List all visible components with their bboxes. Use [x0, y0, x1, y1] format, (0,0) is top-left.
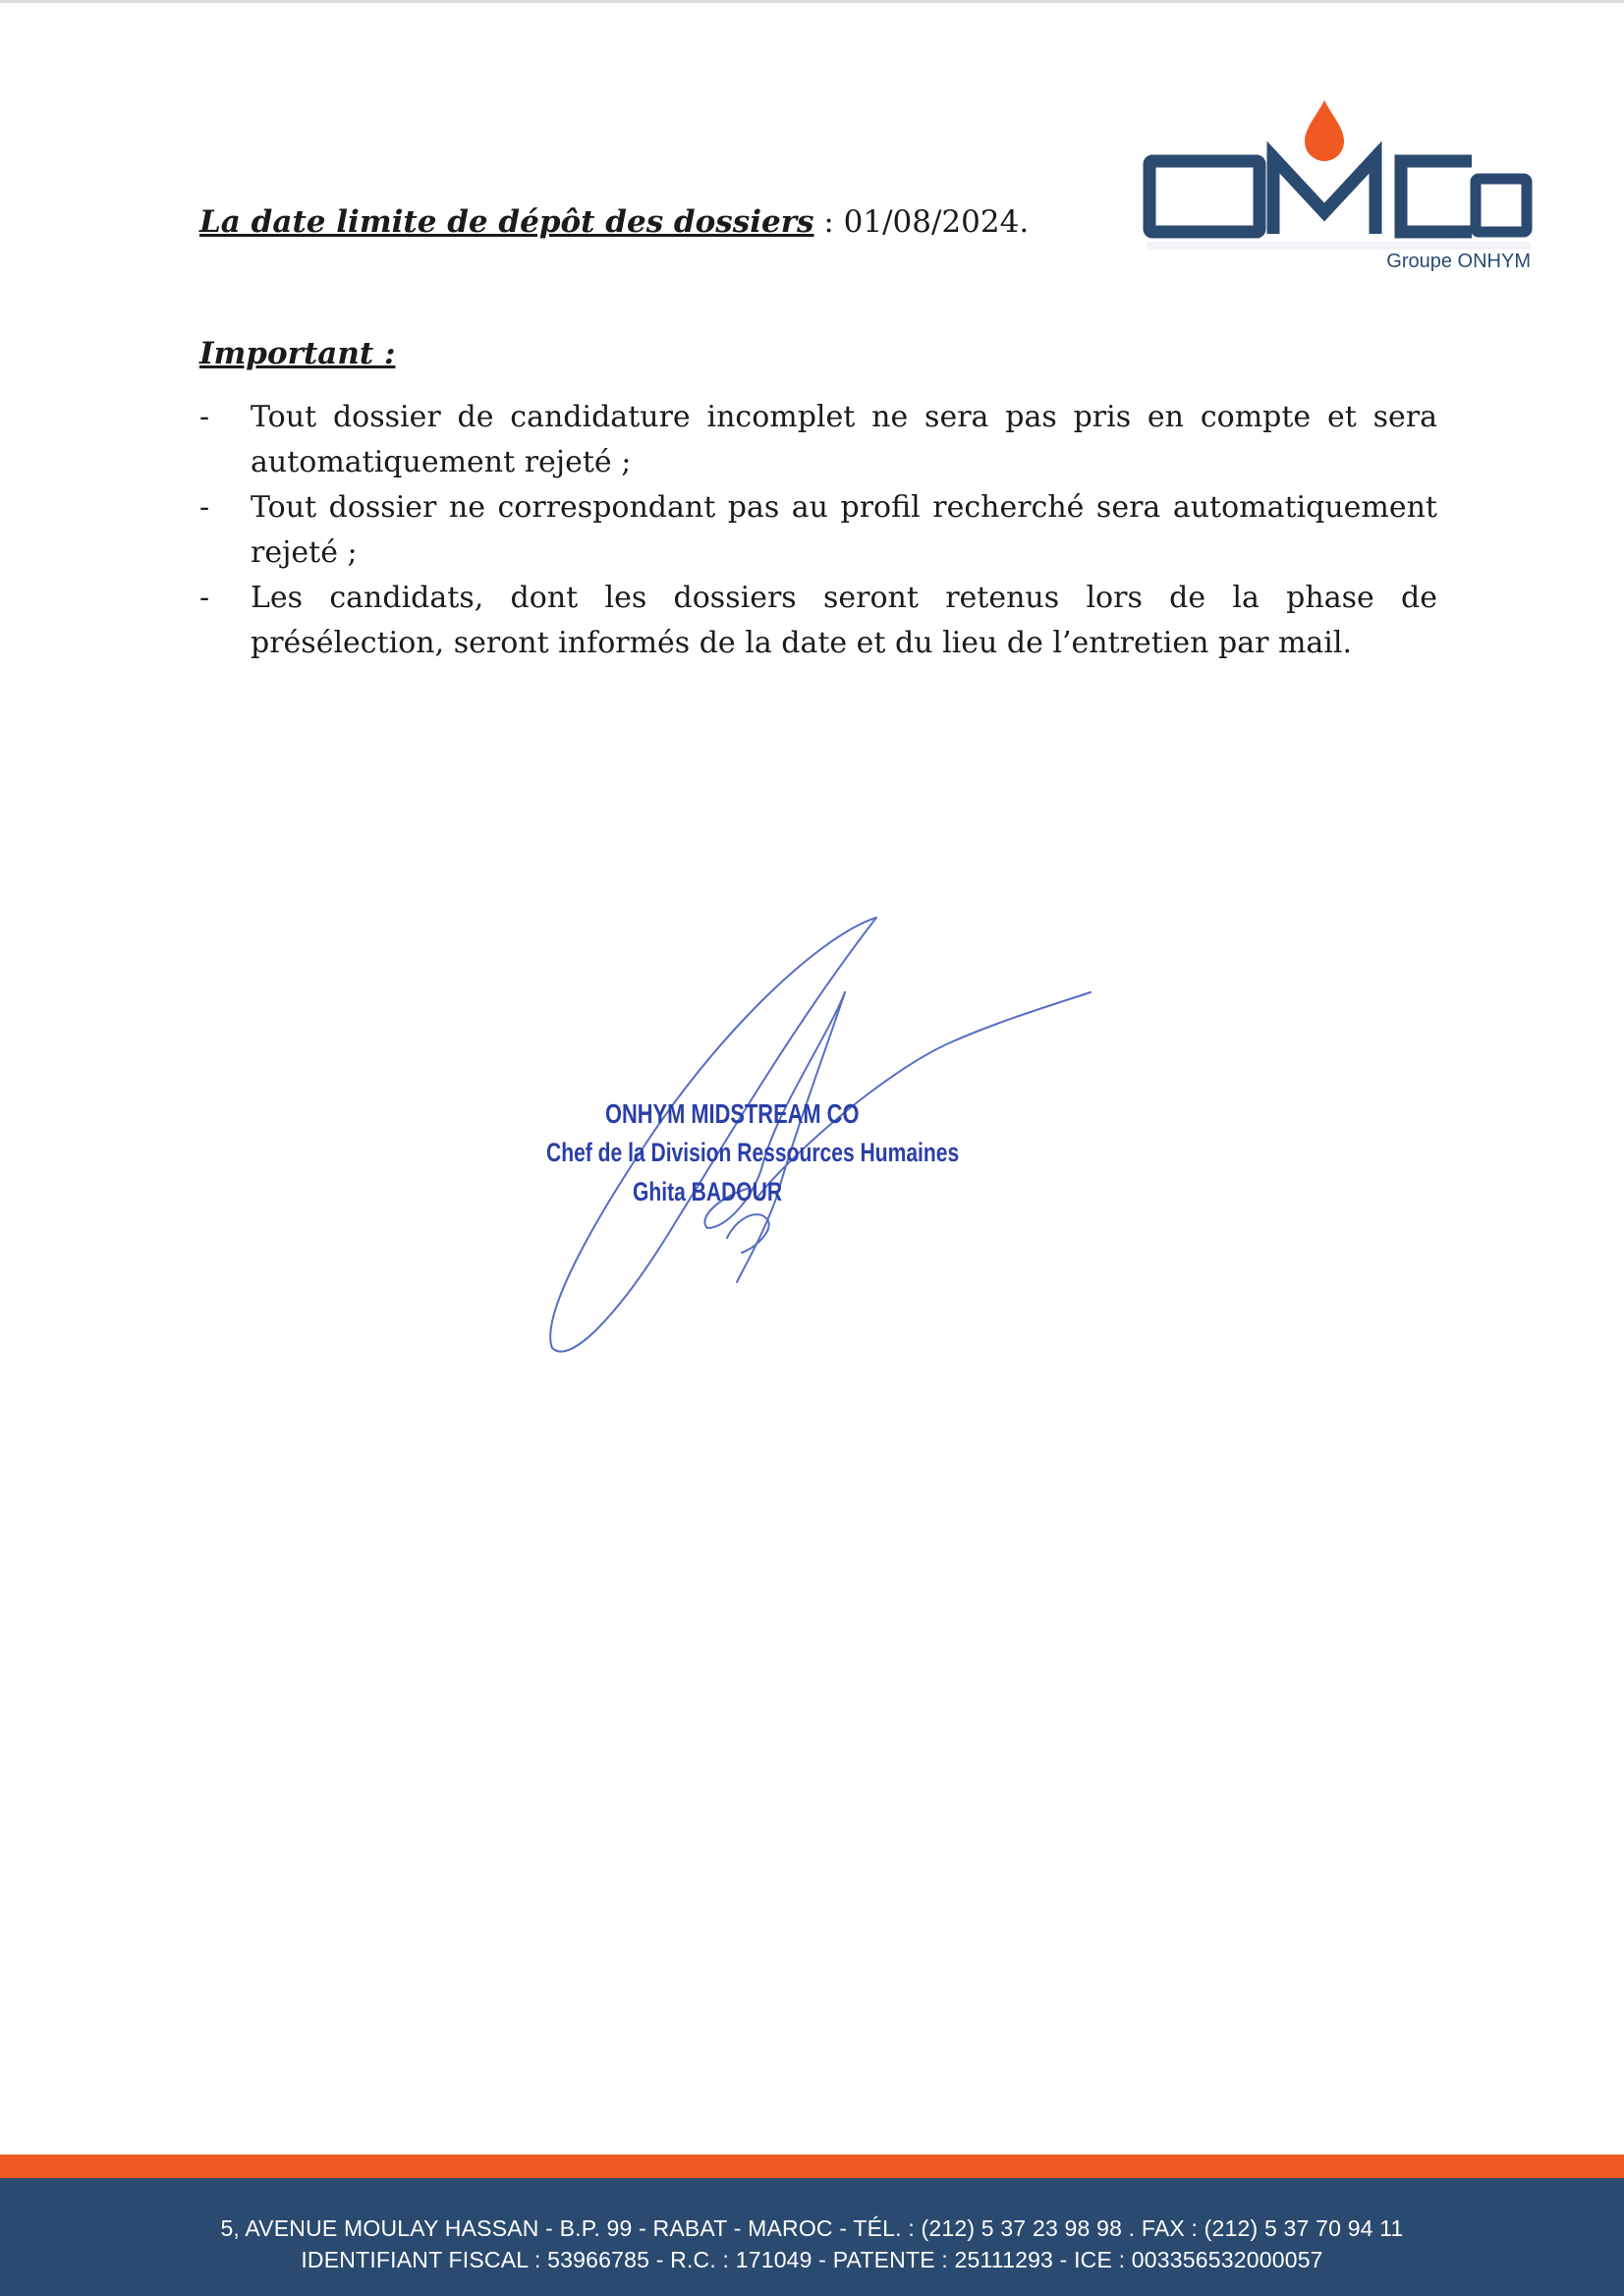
flame-icon — [1305, 100, 1344, 161]
stamp-company: ONHYM MIDSTREAM CO — [605, 1098, 860, 1129]
important-list — [199, 395, 1437, 666]
page-top-edge — [0, 0, 1624, 3]
footer-stripe — [0, 2155, 1624, 2178]
bullet-dash: - — [199, 581, 210, 615]
handwritten-signature — [531, 904, 1120, 1366]
list-item-text: Les candidats, dont les dossiers seront retenus lors de la phase de présélection, seront informés de la date et du lieu de l’entretien par mail. — [251, 581, 1437, 660]
footer-identifiers: IDENTIFIANT FISCAL : 53966785 - R.C. : 171049 - PATENTE : 25111293 - ICE : 003356532000057 — [301, 2247, 1323, 2272]
deadline-line — [199, 200, 1029, 244]
list-item — [199, 576, 1437, 666]
deadline-label: La date limite de dépôt des dossiers — [199, 204, 814, 240]
bullet-dash: - — [199, 400, 210, 434]
stamp-name: Ghita BADOUR — [633, 1177, 783, 1206]
deadline-value: 01/08/2024. — [843, 204, 1030, 240]
list-item — [199, 485, 1437, 576]
footer-address: 5, AVENUE MOULAY HASSAN - B.P. 99 - RABAT - MAROC - TÉL. : (212) 5 37 23 98 98 . FAX : (212) 5 37 70 94 11 — [220, 2215, 1404, 2241]
list-item-text: Tout dossier ne correspondant pas au profil recherché sera automatiquement rejeté ; — [251, 490, 1437, 570]
signature-block — [531, 904, 1120, 1366]
logo-subtitle: Groupe ONHYM — [1386, 251, 1531, 272]
stamp-title: Chef de la Division Ressources Humaines — [546, 1138, 960, 1167]
important-heading: Important : — [199, 336, 396, 371]
list-item — [199, 395, 1437, 485]
list-item-text: Tout dossier de candidature incomplet ne sera pas pris en compte et sera automatiquement rejeté ; — [251, 400, 1437, 479]
deadline-separator: : — [813, 204, 844, 240]
company-logo — [1138, 94, 1536, 281]
bullet-dash: - — [199, 490, 210, 525]
